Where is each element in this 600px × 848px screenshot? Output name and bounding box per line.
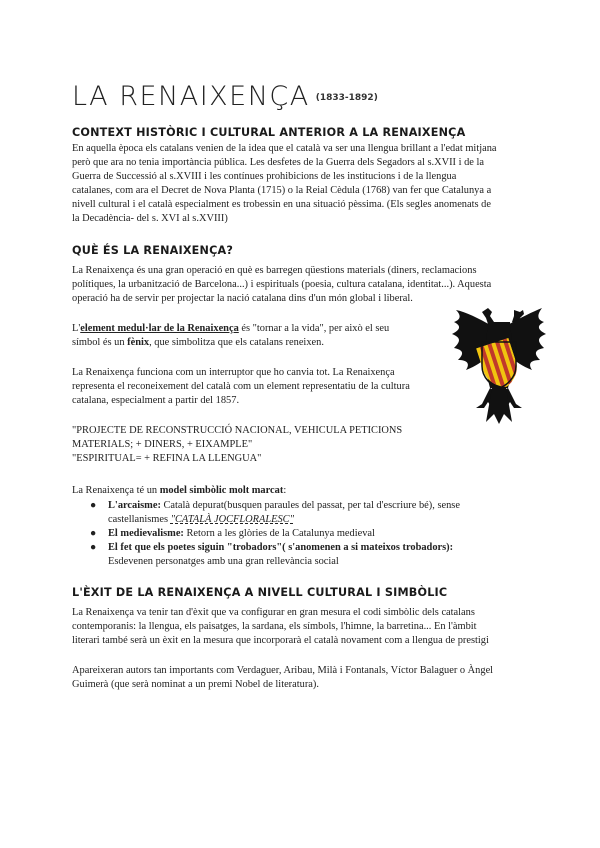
context-line-2: però que ara no tenia importància pública. Les desfetes de la Guerra dels Segadors al s.XVII i de la <box>72 157 485 168</box>
bullet-dot-icon: ● <box>90 542 97 553</box>
context-line-1: En aquella època els catalans venien de la idea que el català va ser una llengua brillant a l'edat mitjana <box>72 143 497 154</box>
title-main: LA RENAIXENÇA <box>72 81 310 112</box>
bullet-dot-icon: ● <box>90 528 97 539</box>
intro-line-2: polítiques, la urbanització de Barcelona...) i espirituals (poesia, cultura catalana, identitat...). Aquesta <box>72 279 492 290</box>
model-line: La Renaixença té un model simbòlic molt marcat: <box>72 485 287 496</box>
interruptor-line-3: catalana, especialment a partir del 1857. <box>72 395 240 406</box>
quote-line-1: "PROJECTE DE RECONSTRUCCIÓ NACIONAL, VEHICULA PETICIONS <box>72 425 403 436</box>
bullet-trobadors: ● El fet que els poetes siguin "trobadors"( s'anomenen a si mateixos trobadors): Esdevenen personatges amb una gran rellevància social <box>90 542 454 567</box>
authors-line-1: Apareixeran autors tan importants com Verdaguer, Aribau, Milà i Fontanals, Víctor Balaguer o Àngel <box>72 665 494 676</box>
bullet-arcaisme: ● L'arcaisme: Català depurat(busquen paraules del passat, per tal d'escriure bé), sense castellanismes "CATALÀ JOCFLORALESC" <box>90 500 460 525</box>
context-line-4: catalanes, com ara el Decret de Nova Planta (1715) o la Reial Cèdula (1768) van fer que Catalunya a <box>72 185 492 196</box>
quote-line-2: MATERIALS; + DINERS, + EIXAMPLE" <box>72 439 253 450</box>
title-dates: (1833-1892) <box>315 92 378 103</box>
eagle-coat-of-arms-icon <box>452 304 546 424</box>
model-bold: model simbòlic molt marcat <box>159 485 284 496</box>
page-title <box>72 76 378 113</box>
catala-jocfloralesc: "CATALÀ JOCFLORALESC" <box>170 514 294 525</box>
intro-line-3: operació ha de servir per projectar la nació catalana dins d'un món global i liberal. <box>72 293 413 304</box>
interruptor-line-2: representa el reconeixement del català com un element representatiu de la cultura <box>72 381 410 392</box>
quote-line-3: "ESPIRITUAL= + REFINA LA LLENGUA" <box>72 453 262 464</box>
exit-line-1: La Renaixença va tenir tan d'èxit que va configurar en gran mesura el codi simbòlic dels catalans <box>72 607 475 618</box>
bullet-medievalisme: ● El medievalisme: Retorn a les glòries de la Catalunya medieval <box>90 528 375 539</box>
interruptor-line-1: La Renaixença funciona com un interruptor que ho canvia tot. La Renaixença <box>72 367 395 378</box>
context-line-5: nivell cultural i el català especialment es trobessin en una situació pèssima. (Els segles anomenats de <box>72 199 491 210</box>
element-line: L'element medul·lar de la Renaixença és "tornar a la vida", per això el seu <box>72 323 390 334</box>
exit-line-3: literari també serà un èxit en la mesura que incorporarà el català novament com a llengua de prestigi <box>72 635 489 646</box>
simbol-line: símbol és un fènix, que simbolitza que els catalans reneixen. <box>72 337 324 348</box>
element-medullar-bold: element medul·lar de la Renaixença <box>80 323 239 334</box>
section-heading-what: QUÈ ÉS LA RENAIXENÇA? <box>72 244 234 257</box>
bullet-dot-icon: ● <box>90 500 97 511</box>
authors-line-2: Guimerà (que serà nominat a un premi Nobel de literatura). <box>72 679 319 690</box>
intro-line-1: La Renaixença és una gran operació en què es barregen qüestions materials (diners, reclamacions <box>72 265 477 276</box>
model-bullet-list <box>72 499 542 569</box>
section-heading-context: CONTEXT HISTÒRIC I CULTURAL ANTERIOR A LA RENAIXENÇA <box>72 126 466 139</box>
context-line-3: Guerra de Successió al s.XVIII i les contínues prohibicions de les institucions i de la llengua <box>72 171 457 182</box>
section-heading-exit: L'ÈXIT DE LA RENAIXENÇA A NIVELL CULTURAL I SIMBÒLIC <box>72 586 448 599</box>
exit-line-2: contemporanis: la llengua, els paisatges, la sardana, els símbols, l'himne, la barretina... En l'àmbit <box>72 621 477 632</box>
fenix-bold: fènix <box>127 337 150 348</box>
context-line-6: la Decadència- del s. XVI al s.XVIII) <box>72 213 228 224</box>
